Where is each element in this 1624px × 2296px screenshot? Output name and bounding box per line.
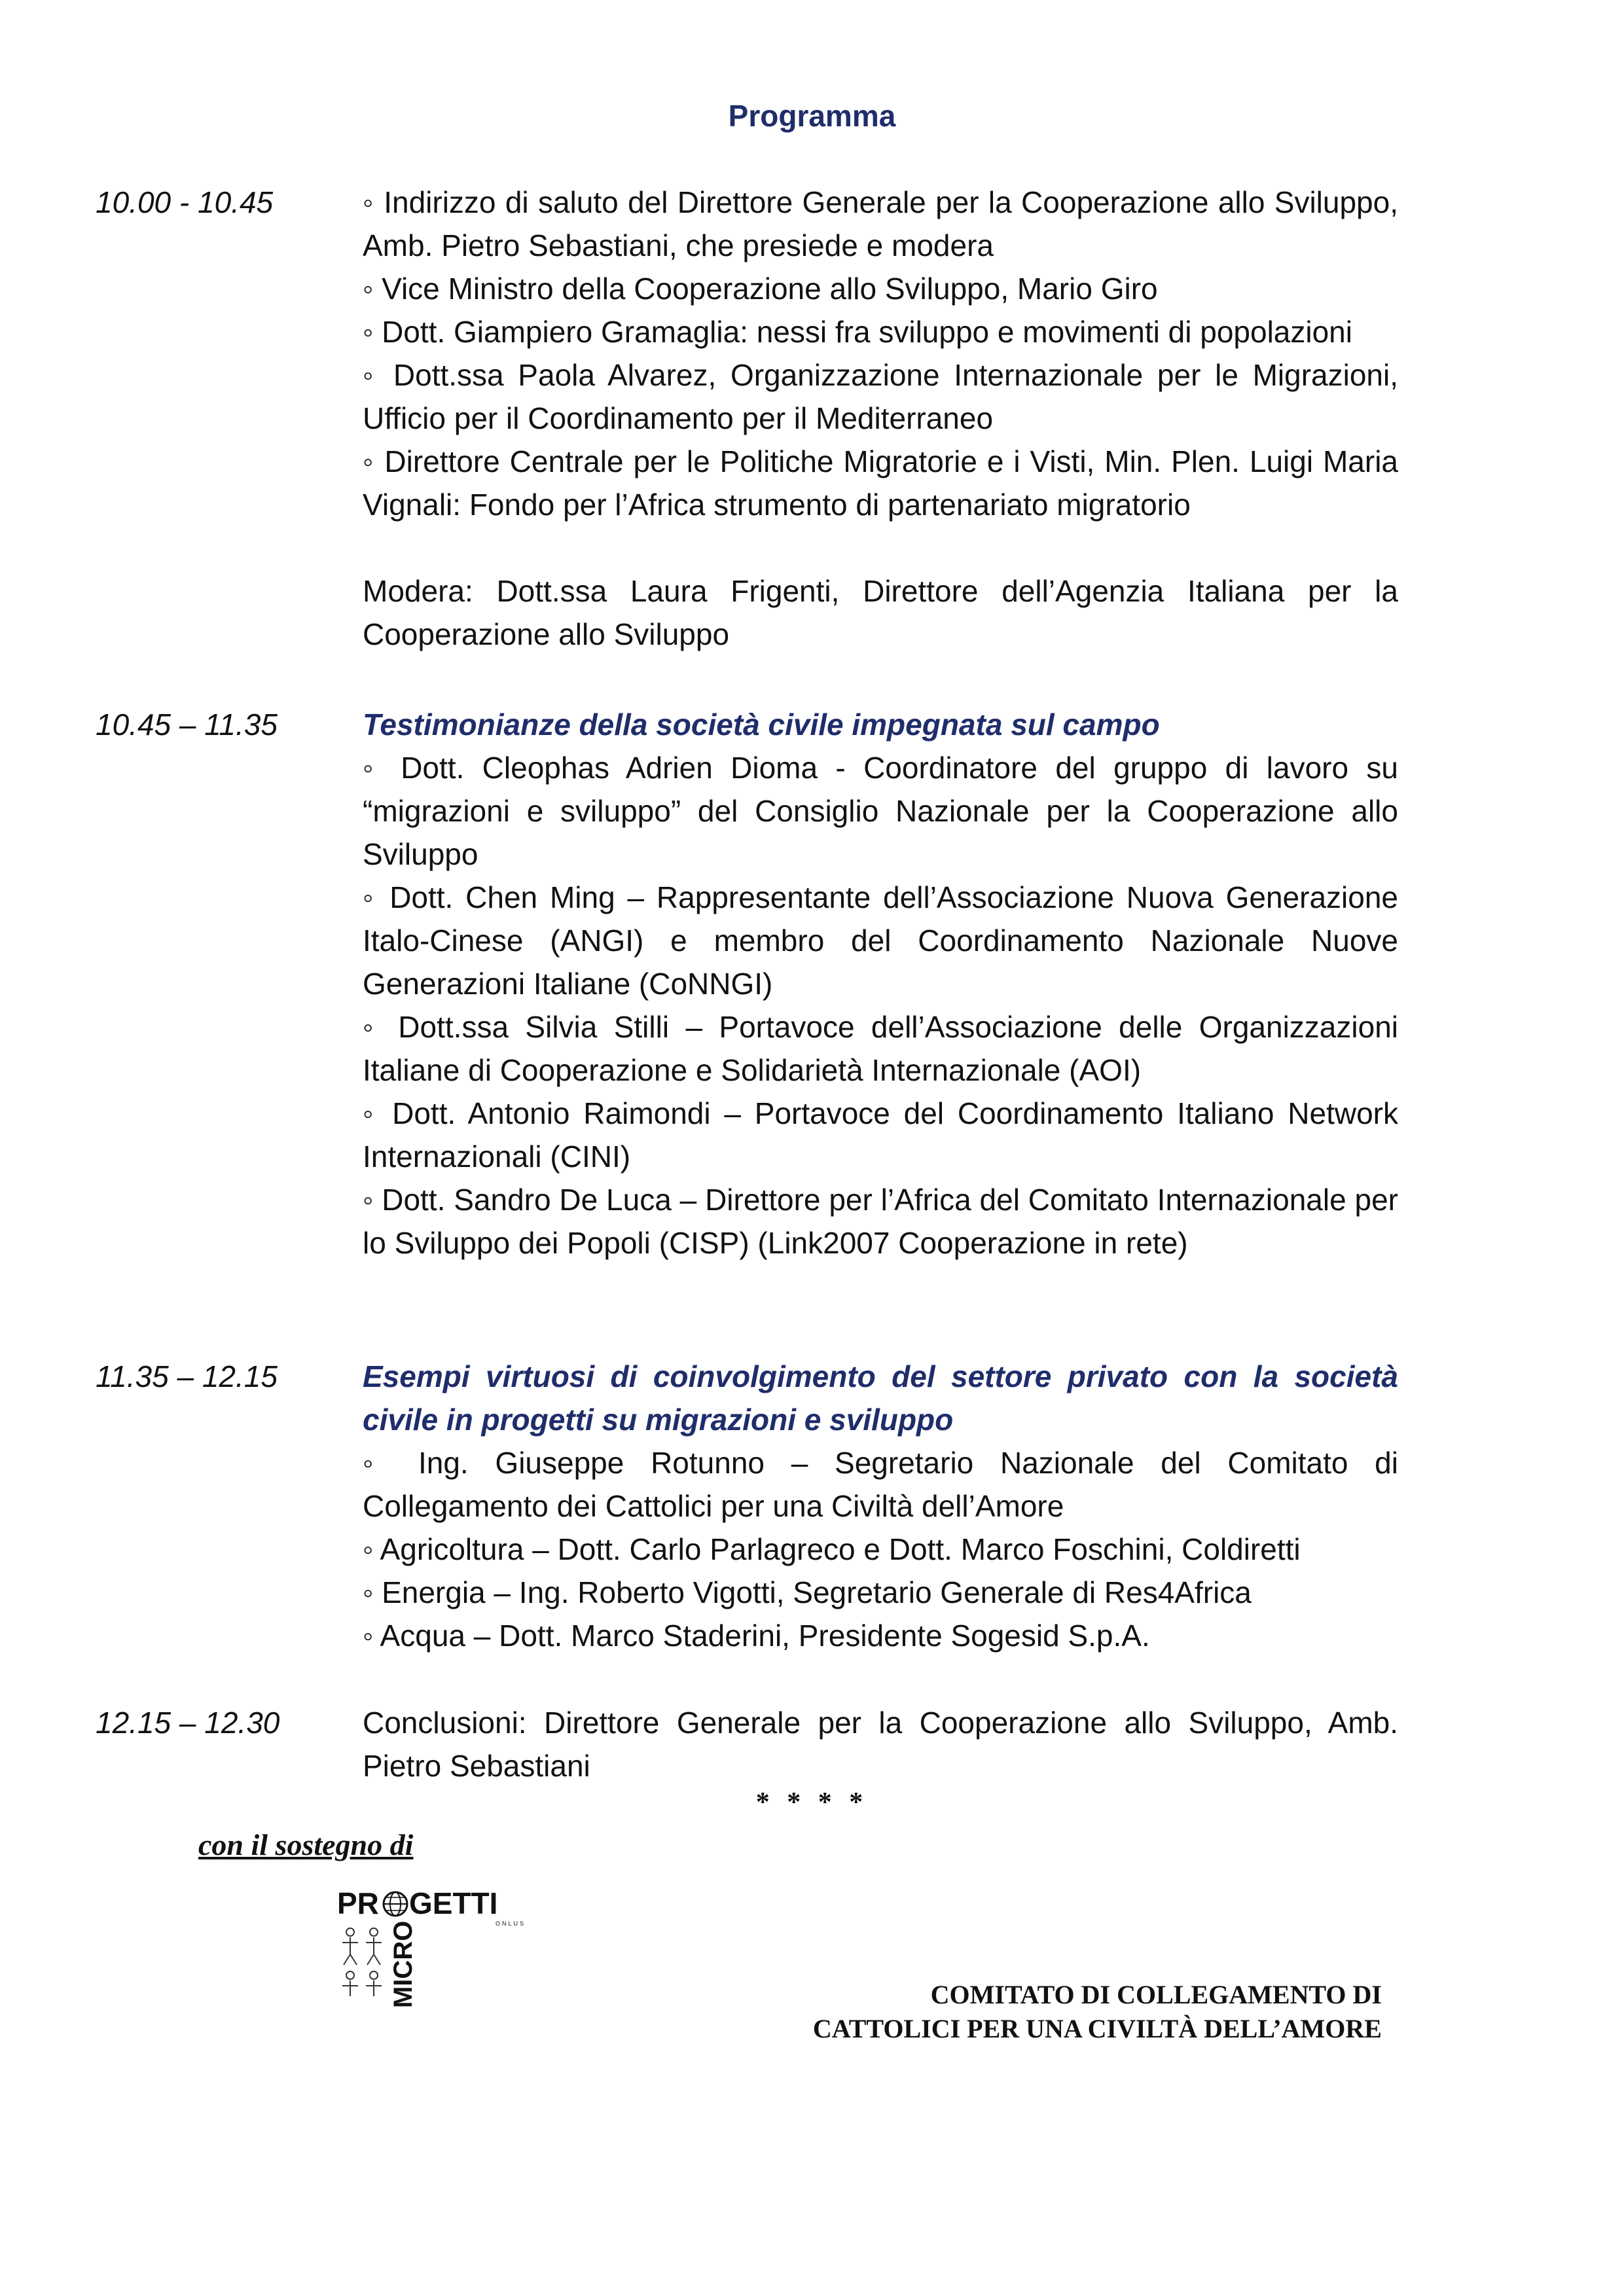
session-2-content bbox=[363, 703, 1398, 1265]
organizer-line-1: COMITATO DI COLLEGAMENTO DI bbox=[930, 1980, 1382, 2009]
organizer-line-2: CATTOLICI PER UNA CIVILTÀ DELL’AMORE bbox=[812, 2014, 1382, 2043]
section-title: Testimonianze della società civile impegnata sul campo bbox=[363, 708, 1160, 742]
list-item: ◦ Dott.ssa Silvia Stilli – Portavoce dell’Associazione delle Organizzazioni Italiane di Cooperazione e Solidarietà Internazionale (AOI) bbox=[363, 1010, 1398, 1087]
logo-word-side: MICRO bbox=[389, 1920, 418, 2008]
conclusion-text: Conclusioni: Direttore Generale per la Cooperazione allo Sviluppo, Amb. Pietro Sebastiani bbox=[363, 1706, 1398, 1783]
list-item: ◦ Energia – Ing. Roberto Vigotti, Segretario Generale di Res4Africa bbox=[363, 1575, 1252, 1609]
list-item: ◦ Dott. Chen Ming – Rappresentante dell’Associazione Nuova Generazione Italo-Cinese (ANGI) e membro del Coordinamento Nazionale Nuove Generazioni Italiane (CoNNGI) bbox=[363, 880, 1398, 1001]
list-item: ◦ Dott. Giampiero Gramaglia: nessi fra sviluppo e movimenti di popolazioni bbox=[363, 315, 1352, 349]
logo-figures bbox=[342, 1928, 382, 1996]
globe-icon bbox=[384, 1892, 407, 1916]
section-title: Esempi virtuosi di coinvolgimento del settore privato con la società civile in progetti su migrazioni e sviluppo bbox=[363, 1359, 1398, 1437]
progetti-micro-logo bbox=[337, 1885, 533, 2009]
list-item: ◦ Acqua – Dott. Marco Staderini, Presidente Sogesid S.p.A. bbox=[363, 1619, 1150, 1653]
logo-tagline: ONLUS bbox=[496, 1920, 526, 1927]
organizer-block bbox=[813, 1978, 1382, 2046]
session-4-content bbox=[363, 1701, 1398, 1787]
logo-word-left: PR bbox=[337, 1886, 379, 1920]
session-time: 10.45 – 11.35 bbox=[96, 708, 278, 742]
list-item: ◦ Dott.ssa Paola Alvarez, Organizzazione Internazionale per le Migrazioni, Ufficio per il Coordinamento per il Mediterraneo bbox=[363, 358, 1398, 435]
list-item: ◦ Vice Ministro della Cooperazione allo Sviluppo, Mario Giro bbox=[363, 272, 1158, 306]
spacer bbox=[363, 526, 1398, 569]
logo-word-right: GETTI bbox=[409, 1886, 498, 1920]
moderator-text: Modera: Dott.ssa Laura Frigenti, Direttore dell’Agenzia Italiana per la Cooperazione allo Sviluppo bbox=[363, 574, 1398, 651]
session-3-content bbox=[363, 1355, 1398, 1657]
separator-stars: * * * * bbox=[755, 1787, 869, 1818]
list-item: ◦ Agricoltura – Dott. Carlo Parlagreco e Dott. Marco Foschini, Coldiretti bbox=[363, 1532, 1301, 1566]
session-time: 10.00 - 10.45 bbox=[96, 185, 274, 219]
list-item: ◦ Ing. Giuseppe Rotunno – Segretario Nazionale del Comitato di Collegamento dei Cattolici per una Civiltà dell’Amore bbox=[363, 1446, 1398, 1523]
session-time: 12.15 – 12.30 bbox=[96, 1706, 280, 1740]
list-item: ◦ Dott. Cleophas Adrien Dioma - Coordinatore del gruppo di lavoro su “migrazioni e sviluppo” del Consiglio Nazionale per la Cooperazione allo Sviluppo bbox=[363, 751, 1398, 871]
list-item: ◦ Dott. Antonio Raimondi – Portavoce del Coordinamento Italiano Network Internazionali (CINI) bbox=[363, 1096, 1398, 1174]
list-item: ◦ Direttore Centrale per le Politiche Migratorie e i Visti, Min. Plen. Luigi Maria Vignali: Fondo per l’Africa strumento di partenariato migratorio bbox=[363, 444, 1398, 522]
support-label: con il sostegno di bbox=[198, 1828, 414, 1861]
list-item: ◦ Dott. Sandro De Luca – Direttore per l’Africa del Comitato Internazionale per lo Sviluppo dei Popoli (CISP) (Link2007 Cooperazione in rete) bbox=[363, 1183, 1398, 1260]
page-title: Programma bbox=[728, 99, 896, 133]
list-item: ◦ Indirizzo di saluto del Direttore Generale per la Cooperazione allo Sviluppo, Amb. Pietro Sebastiani, che presiede e modera bbox=[363, 185, 1398, 262]
session-time: 11.35 – 12.15 bbox=[96, 1359, 278, 1393]
session-1-content bbox=[363, 181, 1398, 656]
